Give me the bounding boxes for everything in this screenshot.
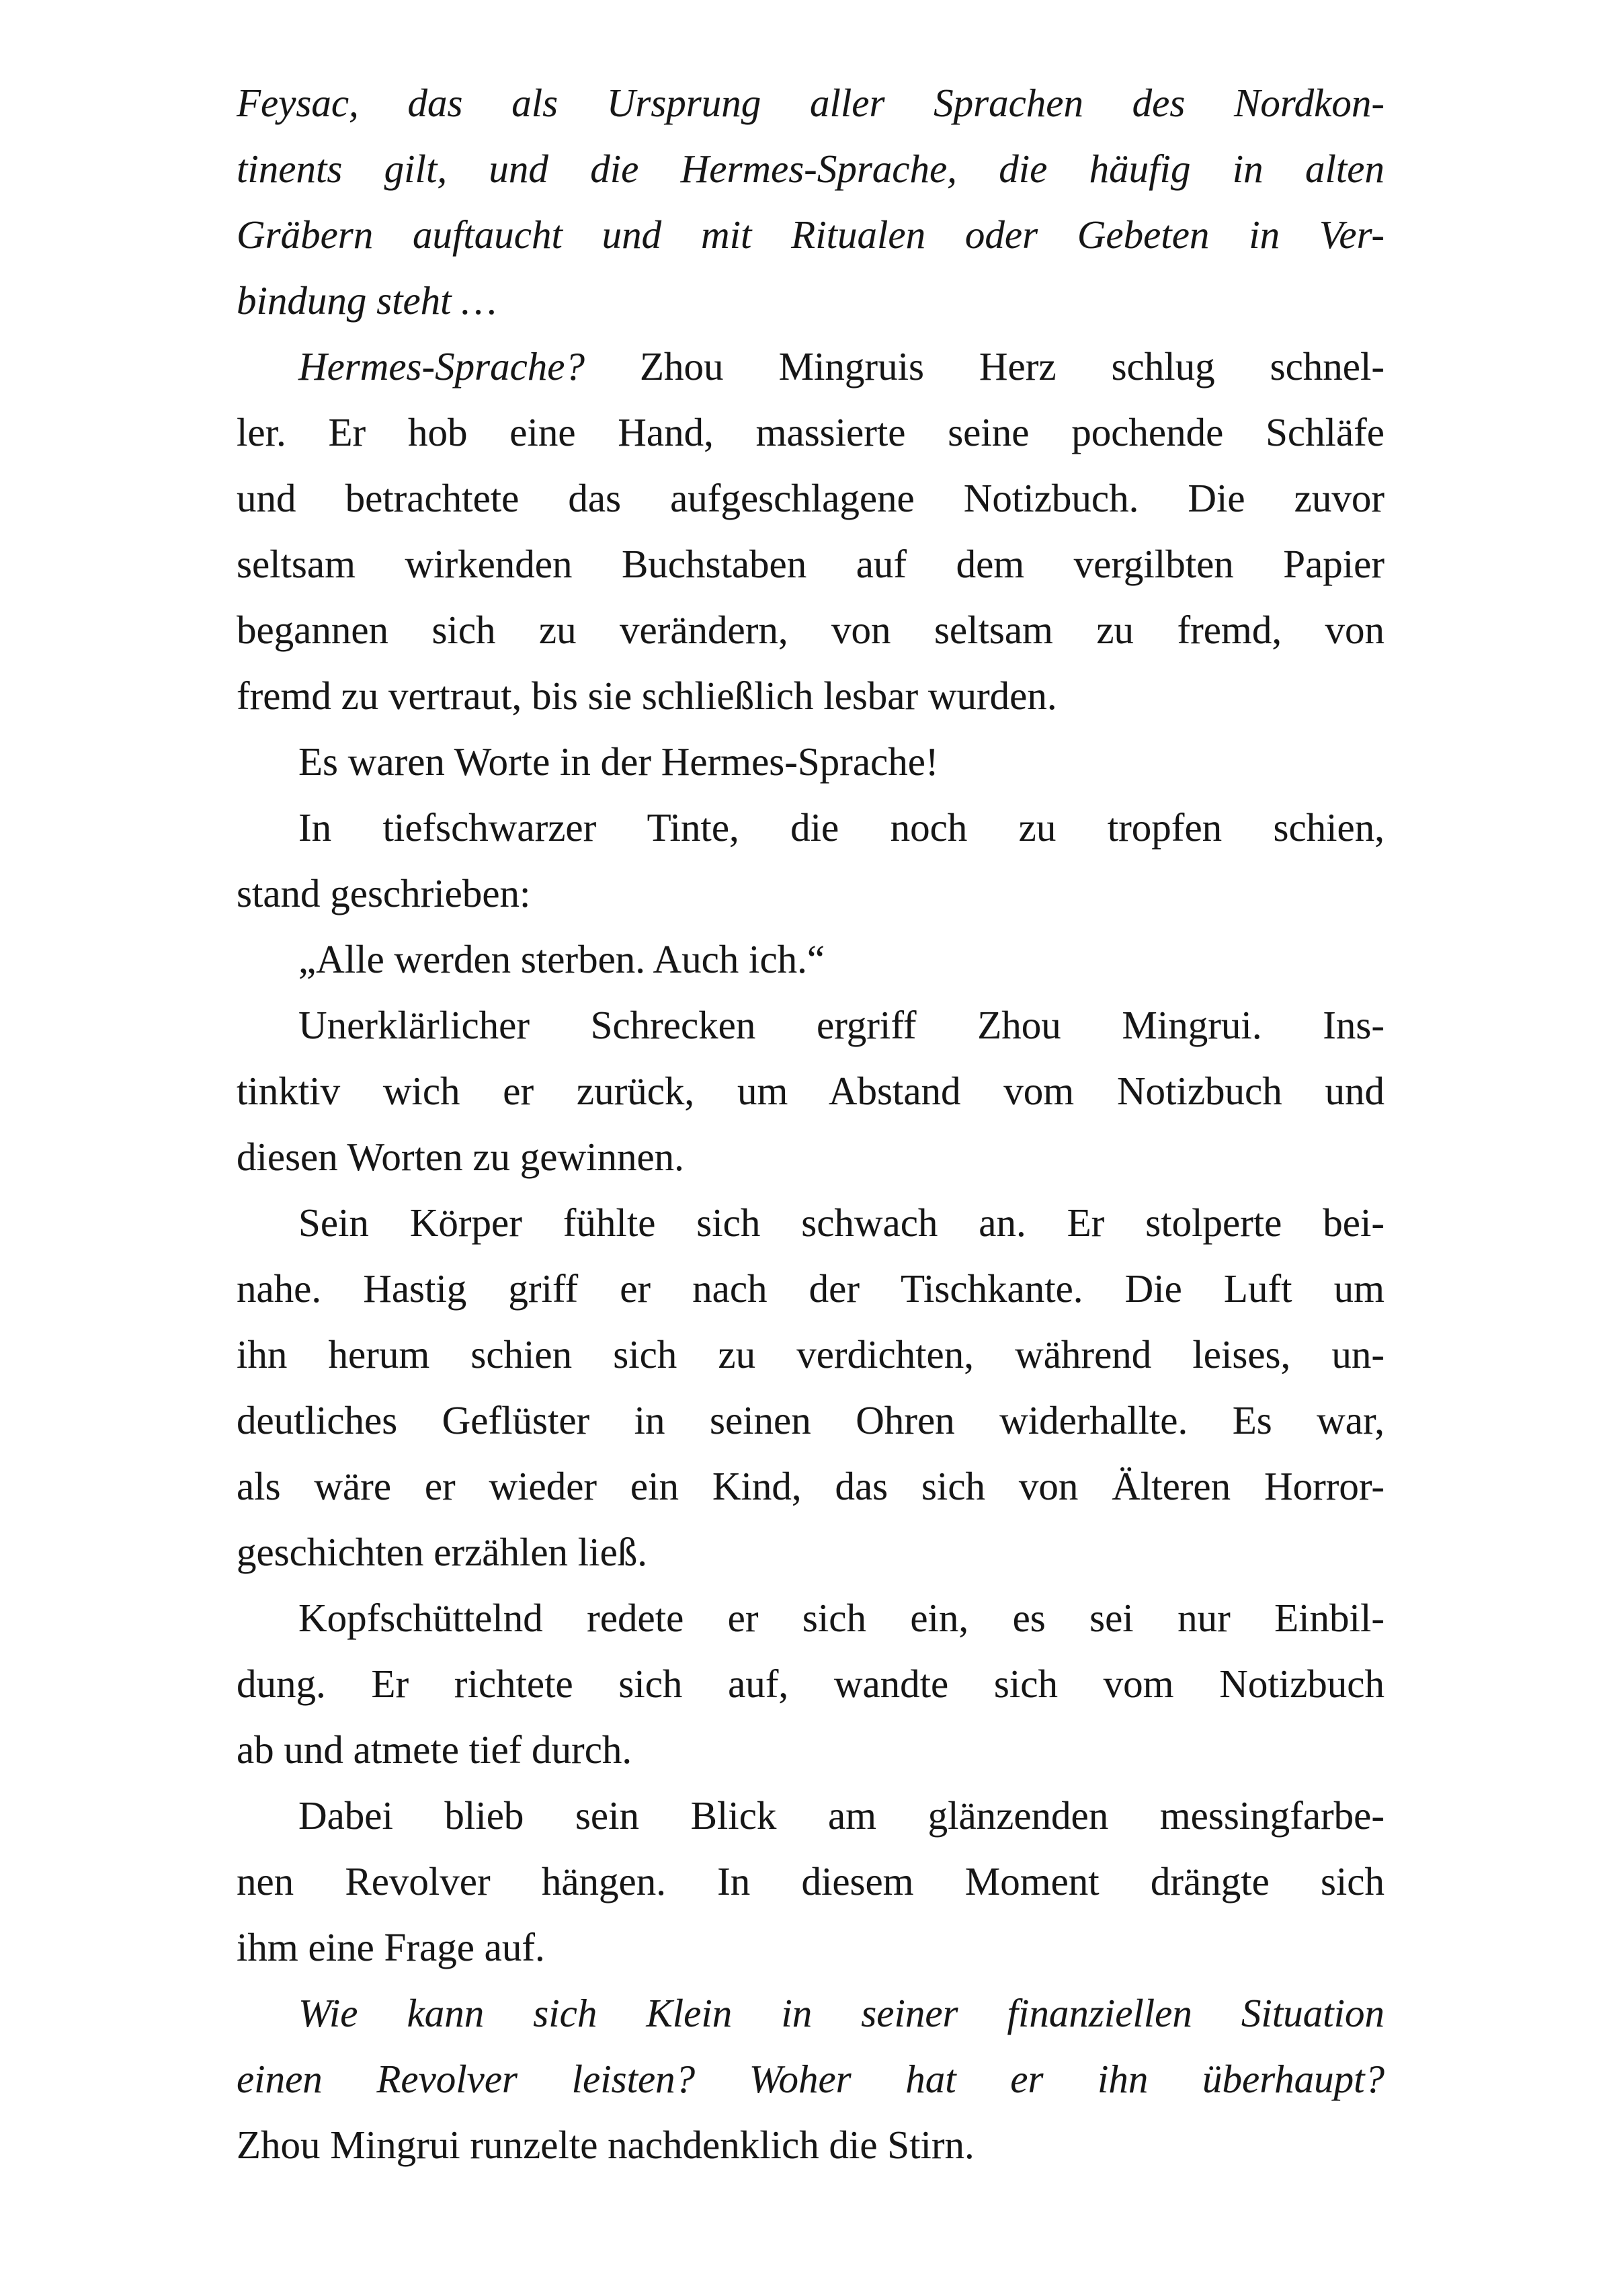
text-line: begannen sich zu verändern, von seltsam zu fremd, von [237,608,1384,652]
text-line: stand geschrieben: [237,871,531,915]
text-line: diesen Worten zu gewinnen. [237,1135,684,1179]
text-line: tinktiv wich er zurück, um Abstand vom Notizbuch und [237,1069,1384,1113]
text-line: In tiefschwarzer Tinte, die noch zu tropfen schien, [298,805,1384,850]
text-line [237,333,1384,399]
text-line: Sein Körper fühlte sich schwach an. Er stolperte bei- [298,1200,1384,1245]
text-line: dung. Er richtete sich auf, wandte sich vom Notizbuch [237,1662,1384,1706]
text-line: deutliches Geflüster in seinen Ohren widerhallte. Es war, [237,1398,1384,1442]
text-line: nahe. Hastig griff er nach der Tischkante. Die Luft um [237,1266,1384,1311]
text-line: Zhou Mingrui runzelte nachdenklich die Stirn. [237,2123,975,2167]
quote-line: „Alle werden sterben. Auch ich.“ [298,937,825,981]
text-line: als wäre er wieder ein Kind, das sich von Älteren Horror- [237,1464,1384,1508]
italic-phrase: Hermes-Sprache? [298,344,585,388]
text-line: Dabei blieb sein Blick am glänzenden messingfarbe- [298,1793,1384,1838]
text-line: Unerklärlicher Schrecken ergriff Zhou Mingrui. Ins- [298,1003,1384,1047]
text-line: seltsam wirkenden Buchstaben auf dem vergilbten Papier [237,542,1384,586]
text-line: ihn herum schien sich zu verdichten, während leises, un- [237,1332,1384,1377]
text-line: Es waren Worte in der Hermes-Sprache! [298,739,939,784]
text-line: geschichten erzählen ließ. [237,1530,648,1574]
text-line: Gräbern auftaucht und mit Ritualen oder Gebeten in Ver- [237,212,1384,257]
text-line: ab und atmete tief durch. [237,1727,632,1772]
text-line: nen Revolver hängen. In diesem Moment drängte sich [237,1859,1384,1903]
text-line: ihm eine Frage auf. [237,1925,545,1969]
thought-line: Wie kann sich Klein in seiner finanziellen Situation [298,1991,1384,2035]
text-line: und betrachtete das aufgeschlagene Notizbuch. Die zuvor [237,476,1384,520]
thought-line: einen Revolver leisten? Woher hat er ihn überhaupt? [237,2057,1384,2101]
text-line: Feysac, das als Ursprung aller Sprachen des Nordkon- [237,81,1384,125]
text-line: fremd zu vertraut, bis sie schließlich lesbar wurden. [237,673,1057,718]
text-line: Kopfschüttelnd redete er sich ein, es sei nur Einbil- [298,1596,1384,1640]
regular-phrase: Zhou Mingruis Herz schlug schnel- [585,344,1384,388]
text-line: tinents gilt, und die Hermes-Sprache, die häufig in alten [237,147,1384,191]
text-line: ler. Er hob eine Hand, massierte seine pochende Schläfe [237,410,1384,454]
text-line: bindung steht … [237,278,497,323]
